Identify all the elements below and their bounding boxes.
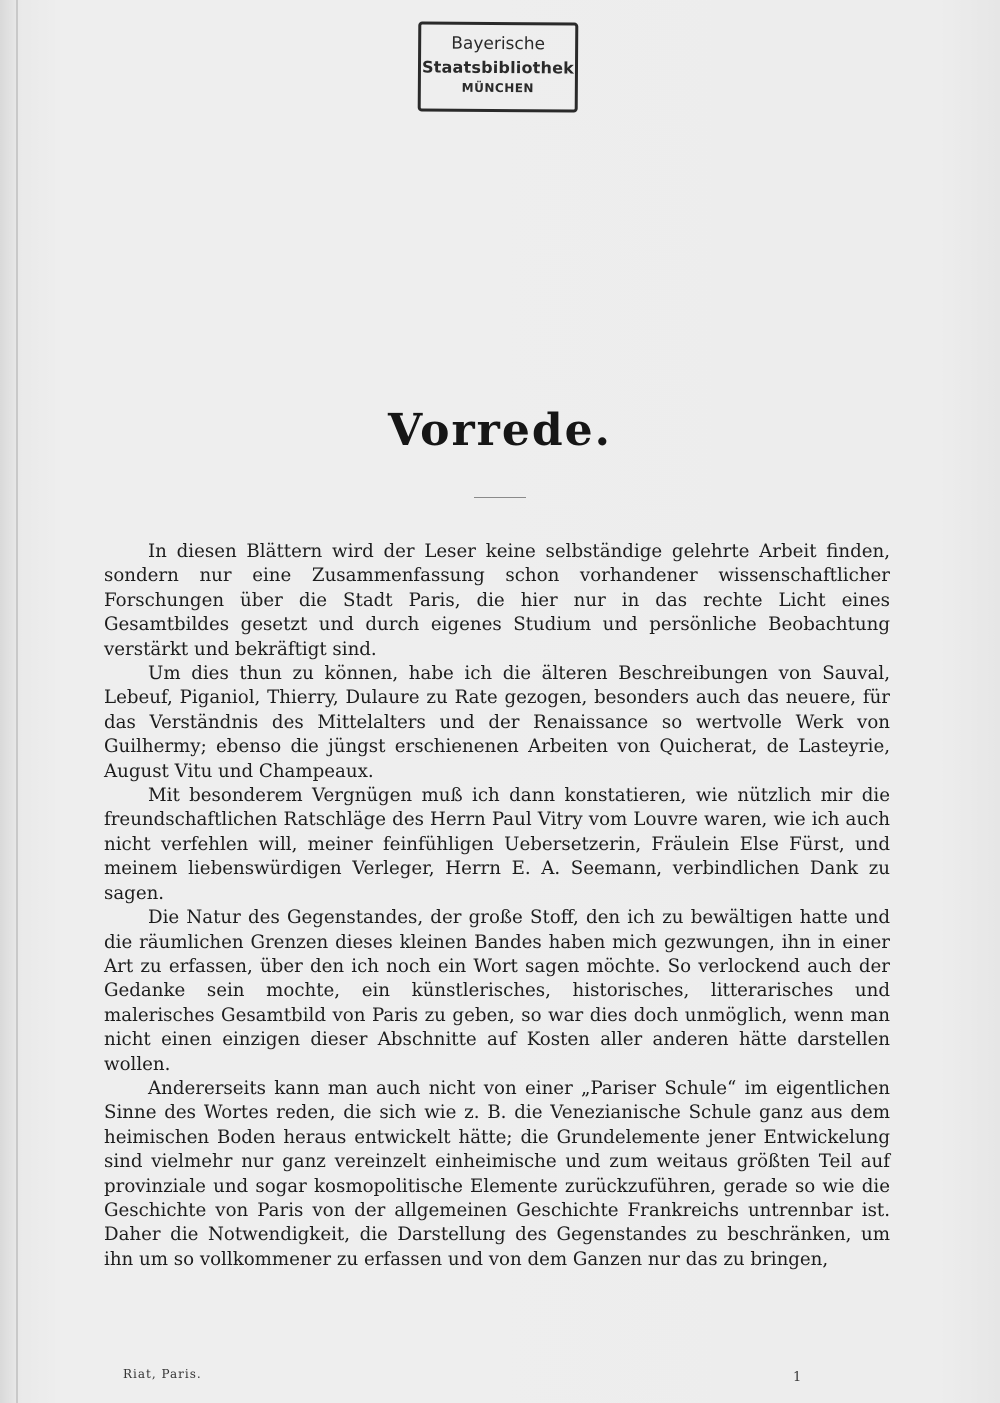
stamp-line-3: MÜNCHEN	[461, 80, 535, 96]
page-title: Vorrede.	[388, 405, 612, 456]
preface-body	[104, 540, 890, 1272]
sheet-mark: 1	[793, 1370, 802, 1385]
paragraph: Um dies thun zu können, habe ich die älteren Beschreibungen von Sauval, Lebeuf, Piganiol, Thierry, Dulaure zu Rate gezogen, besonders auch das neuere, für das Verständnis des Mittelalters und der Renaissance so wertvolle Werk von Guilhermy; ebenso die jüngst erschienenen Arbeiten von Quicherat, de Lasteyrie, August Vitu und Champeaux.	[104, 663, 890, 782]
paragraph: In diesen Blättern wird der Leser keine selbständige gelehrte Arbeit finden, sondern nur eine Zusammenfassung schon vorhandener wissenschaftlicher Forschungen über die Stadt Paris, die hier nur in das rechte Licht eines Gesamtbildes gesetzt und durch eigenes Studium und persönliche Beobachtung verstärkt und bekräftigt sind.	[104, 541, 890, 660]
page-binding-edge	[16, 0, 18, 1403]
title-divider	[474, 497, 526, 498]
paragraph: Die Natur des Gegenstandes, der große Stoff, den ich zu bewältigen hatte und die räumlichen Grenzen dieses kleinen Bandes haben mich gezwungen, ihn in einer Art zu erfassen, über den ich noch ein Wort sagen möchte. So verlockend auch der Gedanke sein mochte, ein künstlerisches, historisches, litterarisches und malerisches Gesamtbild von Paris zu geben, so war dies doch unmöglich, wenn man nicht einen einzigen dieser Abschnitte auf Kosten aller anderen hätte darstellen wollen.	[104, 907, 890, 1075]
paragraph: Andererseits kann man auch nicht von einer „Pariser Schule“ im eigentlichen Sinne des Wortes reden, die sich wie z. B. die Venezianische Schule ganz aus dem heimischen Boden heraus entwickelt hätte; die Grundelemente jener Entwickelung sind vielmehr nur ganz vereinzelt einheimische und zum weitaus größten Teil auf provinziale und sogar kosmopolitische Elemente zurückzuführen, gerade so wie die Geschichte von Paris von der allgemeinen Geschichte Frankreichs untrennbar ist. Daher die Notwendigkeit, die Darstellung des Gegenstandes zu beschränken, um ihn um so vollkommener zu erfassen und von dem Ganzen nur das zu bringen,	[104, 1077, 890, 1270]
printer-signature: Riat, Paris.	[123, 1367, 202, 1381]
stamp-line-2: Staatsbibliothek	[421, 57, 575, 78]
paragraph: Mit besonderem Vergnügen muß ich dann konstatieren, wie nützlich mir die freundschaftlichen Ratschläge des Herrn Paul Vitry vom Louvre waren, wie ich auch nicht verfehlen will, meiner feinfühligen Uebersetzerin, Fräulein Else Fürst, und meinem liebenswürdigen Verleger, Herrn E. A. Seemann, verbindlichen Dank zu sagen.	[104, 785, 890, 904]
library-stamp	[418, 21, 579, 112]
stamp-line-1: Bayerische	[451, 33, 546, 55]
